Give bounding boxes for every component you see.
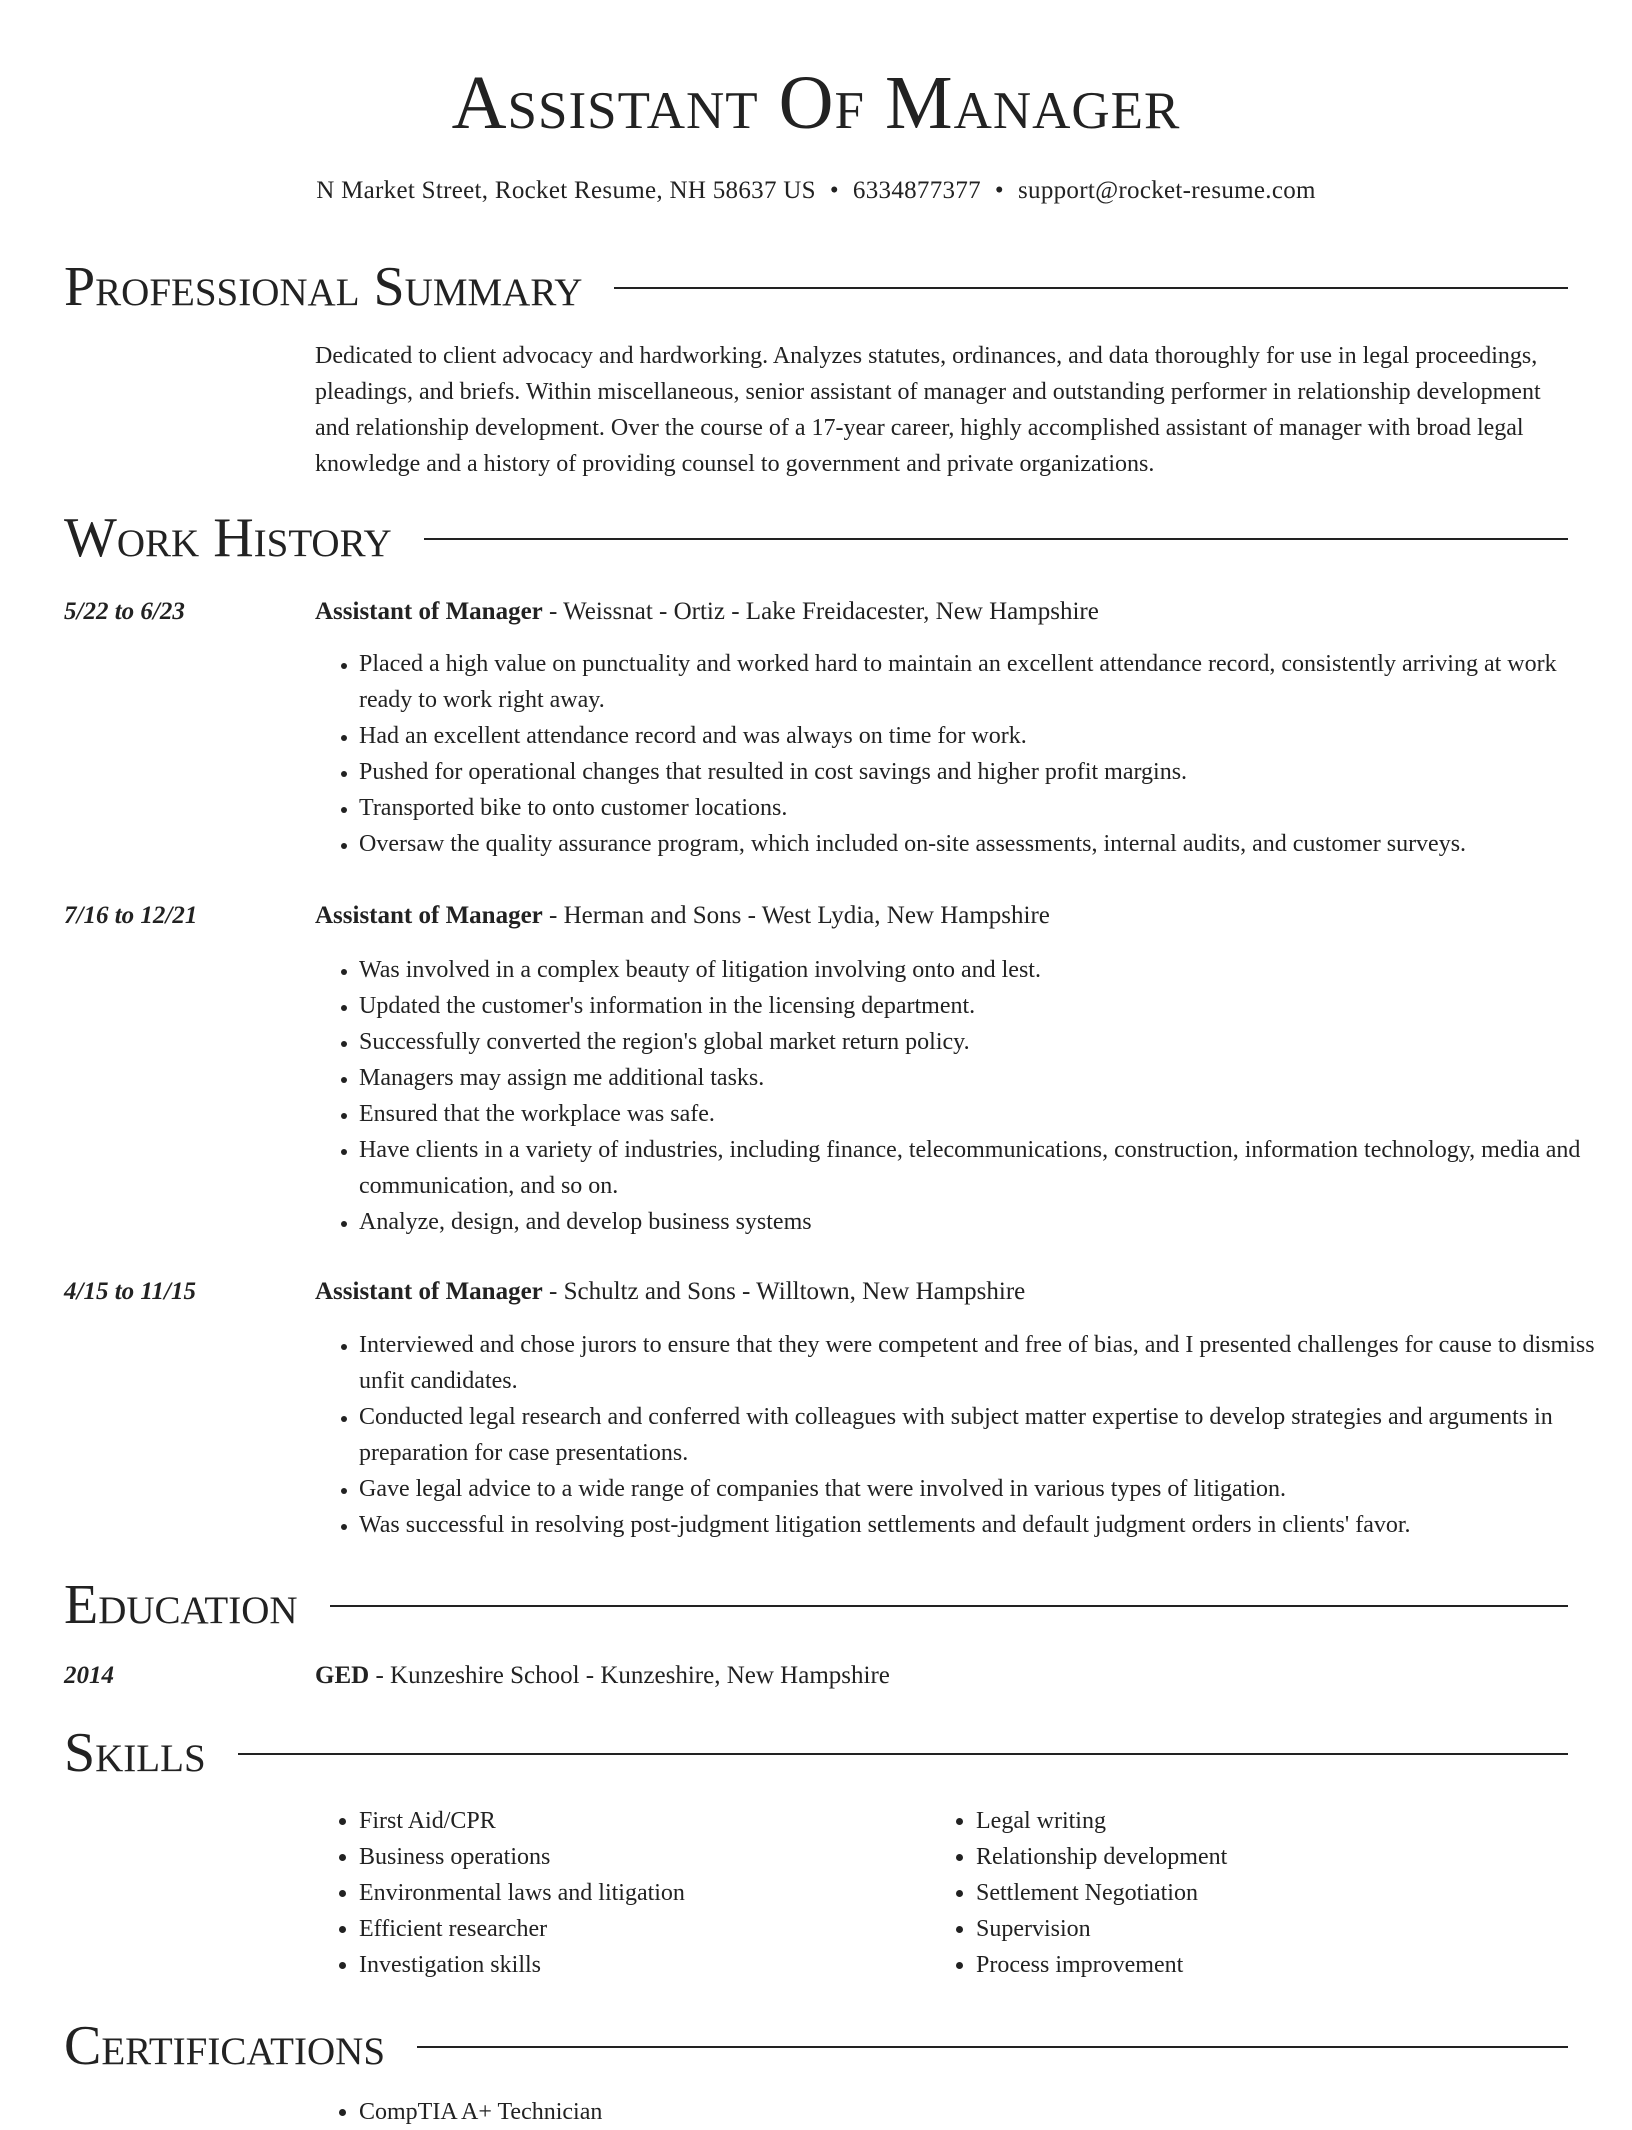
job-title: Assistant of Manager (315, 1278, 543, 1305)
section-title: Skills (64, 1722, 206, 1784)
job-title: Assistant of Manager (315, 902, 543, 929)
list-item: • Updated the customer's information in the licensing department. (359, 988, 1613, 1024)
list-item: • Was involved in a complex beauty of litigation involving onto and lest. (359, 952, 1613, 988)
job-dates: 7/16 to 12/21 (64, 902, 198, 929)
list-item: • Gave legal advice to a wide range of companies that were involved in various types of litigation. (359, 1471, 1613, 1507)
skill-item: • Business operations (359, 1839, 919, 1875)
job-bullets (315, 646, 1613, 862)
list-item: • Have clients in a variety of industries, including finance, telecommunications, construction, information technology, media and communication, and so on. (359, 1132, 1613, 1204)
skill-item: • First Aid/CPR (359, 1803, 919, 1839)
job-heading (315, 1274, 1025, 1310)
job-details: - Schultz and Sons - Willtown, New Hampshire (542, 1278, 1026, 1305)
job-heading (315, 594, 1099, 630)
section-divider (614, 287, 1568, 289)
separator: • (829, 177, 839, 204)
job-details: - Weissnat - Ortiz - Lake Freidacester, New Hampshire (542, 598, 1099, 625)
section-title: Certifications (64, 2015, 386, 2077)
job-heading (315, 898, 1050, 934)
skill-item: • Relationship development (976, 1839, 1536, 1875)
job-details: - Herman and Sons - West Lydia, New Hampshire (542, 902, 1050, 929)
contact-line (0, 174, 1632, 208)
list-item: • Had an excellent attendance record and was always on time for work. (359, 718, 1613, 754)
education-year: 2014 (64, 1662, 114, 1689)
skills-list-left (315, 1803, 919, 1983)
section-divider (424, 538, 1568, 540)
section-title: Professional Summary (64, 256, 583, 318)
list-item: • Successfully converted the region's global market return policy. (359, 1024, 1613, 1060)
list-item: • Was successful in resolving post-judgment litigation settlements and default judgment orders in clients' favor. (359, 1507, 1613, 1543)
job-dates: 5/22 to 6/23 (64, 598, 185, 625)
section-header-education (64, 1575, 1568, 1635)
section-header-summary (64, 257, 1568, 317)
list-item: • Conducted legal research and conferred with colleagues with subject matter expertise to develop strategies and arguments in preparation for case presentations. (359, 1399, 1613, 1471)
certifications-list (315, 2094, 919, 2130)
list-item: • Managers may assign me additional tasks. (359, 1060, 1613, 1096)
email: support@rocket-resume.com (1017, 177, 1316, 204)
list-item: • Placed a high value on punctuality and worked hard to maintain an excellent attendance record, consistently arriving at work ready to work right away. (359, 646, 1613, 718)
job-bullets (315, 952, 1613, 1240)
job-title: Assistant of Manager (315, 598, 543, 625)
degree: GED (315, 1662, 370, 1689)
separator: • (994, 177, 1004, 204)
education-heading (315, 1658, 890, 1694)
school-details: - Kunzeshire School - Kunzeshire, New Hampshire (369, 1662, 890, 1689)
skill-item: • Supervision (976, 1911, 1536, 1947)
section-header-work-history (64, 508, 1568, 568)
list-item: • Ensured that the workplace was safe. (359, 1096, 1613, 1132)
skill-item: • Environmental laws and litigation (359, 1875, 919, 1911)
list-item: • Oversaw the quality assurance program, which included on-site assessments, internal audits, and customer surveys. (359, 826, 1613, 862)
section-title: Work History (64, 507, 392, 569)
section-divider (330, 1605, 1568, 1607)
skill-item: • Legal writing (976, 1803, 1536, 1839)
skill-item: • Investigation skills (359, 1947, 919, 1983)
phone: 6334877377 (852, 177, 981, 204)
list-item: • Analyze, design, and develop business systems (359, 1204, 1613, 1240)
certification-item: • CompTIA A+ Technician (359, 2094, 919, 2130)
skill-item: • Efficient researcher (359, 1911, 919, 1947)
skill-item: • Settlement Negotiation (976, 1875, 1536, 1911)
candidate-name: Assistant Of Manager (451, 61, 1181, 145)
list-item: • Transported bike to onto customer locations. (359, 790, 1613, 826)
section-header-certifications (64, 2016, 1568, 2076)
section-title: Education (64, 1574, 298, 1636)
section-divider (238, 1753, 1568, 1755)
list-item: • Pushed for operational changes that resulted in cost savings and higher profit margins. (359, 754, 1613, 790)
list-item: • Interviewed and chose jurors to ensure that they were competent and free of bias, and I presented challenges for cause to dismiss unfit candidates. (359, 1327, 1613, 1399)
skills-list-right (932, 1803, 1536, 1983)
summary-text: Dedicated to client advocacy and hardworking. Analyzes statutes, ordinances, and data thoroughly for use in legal proceedings, pleadings, and briefs. Within miscellaneous, senior assistant of manager and outstanding performer in relationship development and relationship development. Over the course of a 17-year career, highly accomplished assistant of manager with broad legal knowledge and a history of providing counsel to government and private organizations. (315, 343, 1541, 477)
section-header-skills (64, 1723, 1568, 1783)
job-bullets (315, 1327, 1613, 1543)
section-divider (417, 2046, 1568, 2048)
address: N Market Street, Rocket Resume, NH 58637 US (316, 177, 816, 204)
skill-item: • Process improvement (976, 1947, 1536, 1983)
job-dates: 4/15 to 11/15 (64, 1278, 196, 1305)
